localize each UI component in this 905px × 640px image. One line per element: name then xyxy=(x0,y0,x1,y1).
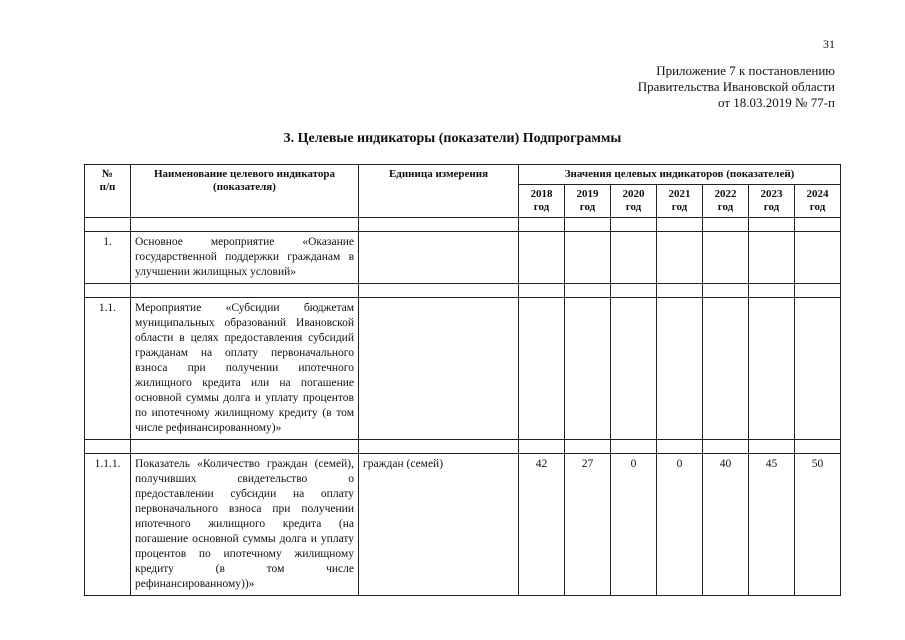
row-unit: граждан (семей) xyxy=(359,454,519,596)
row-value xyxy=(611,232,657,284)
row-value xyxy=(703,232,749,284)
row-value xyxy=(795,232,841,284)
row-value xyxy=(657,232,703,284)
row-value xyxy=(795,298,841,440)
row-value xyxy=(519,232,565,284)
header-year-2024: 2024 год xyxy=(795,185,841,218)
row-value: 27 xyxy=(565,454,611,596)
approval-line-2: Правительства Ивановской области xyxy=(637,79,835,94)
row-number: 1.1.1. xyxy=(85,454,131,596)
header-number-line-1: № xyxy=(101,168,114,180)
row-value xyxy=(519,298,565,440)
header-name: Наименование целевого индикатора (показателя) xyxy=(131,165,359,218)
row-value xyxy=(565,232,611,284)
row-value xyxy=(703,298,749,440)
row-value: 0 xyxy=(657,454,703,596)
header-year-2021: 2021 год xyxy=(657,185,703,218)
header-number-line-2: п/п xyxy=(99,181,116,193)
header-values-group: Значения целевых индикаторов (показателей) xyxy=(519,165,841,185)
row-name: Показатель «Количество граждан (семей), получивших свидетельство о предоставлении субсидии на оплату первоначального взноса при получении ипотечного жилищного кредита (на погашение основной суммы долга и уплату процентов по ипотечному жилищному кредиту (в том числе рефинансированному))» xyxy=(131,454,359,596)
header-unit: Единица измерения xyxy=(359,165,519,218)
table-row xyxy=(85,454,841,596)
page-number: 31 xyxy=(823,37,835,51)
row-name: Мероприятие «Субсидии бюджетам муниципальных образований Ивановской области в целях предоставления субсидий гражданам на оплату первоначального взноса при получении ипотечного жилищного кредита или на погашение основной суммы долга и уплату процентов по ипотечному жилищному кредиту (в том числе рефинансированному)» xyxy=(131,298,359,440)
row-name: Основное мероприятие «Оказание государственной поддержки гражданам в улучшении жилищных условий» xyxy=(131,232,359,284)
spacer-row xyxy=(85,284,841,298)
row-value: 40 xyxy=(703,454,749,596)
row-number: 1.1. xyxy=(85,298,131,440)
header-year-2022: 2022 год xyxy=(703,185,749,218)
spacer-row xyxy=(85,218,841,232)
approval-line-3: от 18.03.2019 № 77-п xyxy=(718,95,835,110)
row-value xyxy=(749,232,795,284)
header-year-2019: 2019 год xyxy=(565,185,611,218)
header-number xyxy=(85,165,131,218)
header-year-2018: 2018 год xyxy=(519,185,565,218)
spacer-row xyxy=(85,440,841,454)
row-value: 42 xyxy=(519,454,565,596)
row-value: 0 xyxy=(611,454,657,596)
table-row xyxy=(85,298,841,440)
approval-line-1: Приложение 7 к постановлению xyxy=(656,63,835,78)
row-unit xyxy=(359,232,519,284)
row-value xyxy=(749,298,795,440)
approval-stamp xyxy=(638,63,835,111)
header-year-2023: 2023 год xyxy=(749,185,795,218)
row-unit xyxy=(359,298,519,440)
row-value xyxy=(611,298,657,440)
row-value xyxy=(657,298,703,440)
header-year-2020: 2020 год xyxy=(611,185,657,218)
indicators-table xyxy=(84,164,841,596)
row-value: 50 xyxy=(795,454,841,596)
table-row xyxy=(85,232,841,284)
section-title: 3. Целевые индикаторы (показатели) Подпрограммы xyxy=(283,131,622,146)
row-value: 45 xyxy=(749,454,795,596)
row-value xyxy=(565,298,611,440)
row-number: 1. xyxy=(85,232,131,284)
header-row-1 xyxy=(85,165,841,185)
